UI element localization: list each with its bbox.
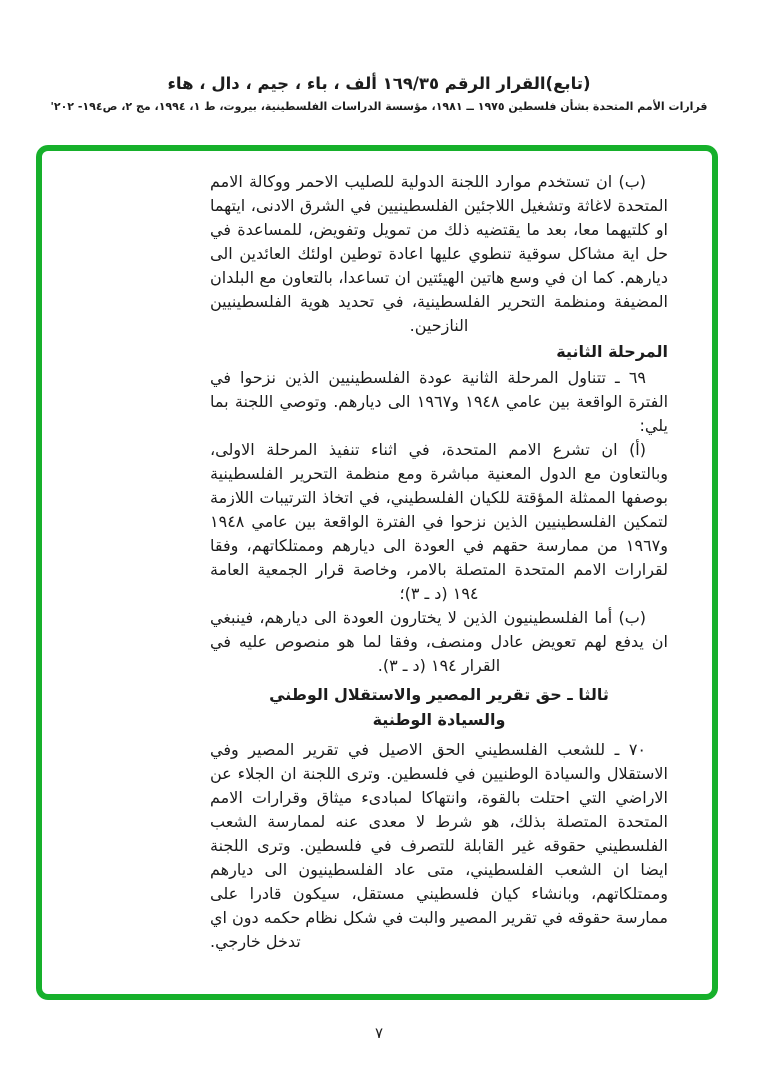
paragraph-item-b-phase2: (ب) أما الفلسطينيون الذين لا يختارون العودة الى ديارهم، فينبغي ان يدفع لهم تعويض عادل ومنصف، وفقا لما هو منصوص عليه في القرار ١٩٤ (د ـ ٣). [210, 608, 668, 675]
paragraph-69: ٦٩ ـ تتناول المرحلة الثانية عودة الفلسطينيين الذين نزحوا في الفترة الواقعة بين عامي ١٩٤٨ و١٩٦٧ الى ديارهم. وتوصي اللجنة بما يلي: [210, 368, 669, 435]
resolution-text-block [210, 170, 668, 954]
paragraph-item-a: (أ) ان تشرع الامم المتحدة، في اثناء تنفيذ المرحلة الاولى، وبالتعاون مع الدول المعنية مباشرة ومع منظمة التحرير الفلسطينية بوصفها الممثلة المؤقتة للكيان الفلسطيني، في اتخاذ الترتيبات اللازمة لتمكين الفلسطينيين الذين نزحوا في الفترة الواقعة بين عامي ١٩٤٨ و١٩٦٧ من ممارسة حقهم في العودة الى ديارهم وممتلكاتهم، وفقا لقرارات الامم المتحدة المتصلة بالامر، وخاصة قرار الجمعية العامة ١٩٤ (د ـ ٣)؛ [210, 440, 668, 603]
page-number: ٧ [374, 1024, 384, 1042]
resolution-title: (تابع)القرار الرقم ١٦٩/٣٥ ألف ، باء ، جيم ، دال ، هاء [167, 74, 591, 93]
paragraph-70: ٧٠ ـ للشعب الفلسطيني الحق الاصيل في تقرير المصير وفي الاستقلال والسيادة الوطنيين في فلسطين. وترى اللجنة ان الجلاء عن الاراضي التي احتلت بالقوة، وانتهاكا لمبادىء ميثاق وقرارات الامم المتحدة المتصلة بذلك، هو شرط لا معدى عنه لممارسة الشعب الفلسطيني حقوقه غير القابلة للتصرف في فلسطين. وترى اللجنة ايضا ان الشعب الفلسطيني، متى عاد الفلسطينيون الى ديارهم وممتلكاتهم، وبانشاء كيان فلسطيني مستقل، سيكون قادرا على ممارسة حقوقه في تقرير المصير والبت في شكل نظام حكمه دون اي تدخل خارجي. [210, 740, 668, 951]
source-citation-line: قرارات الأمم المتحدة بشأن فلسطين ١٩٧٥ ــ ١٩٨١، مؤسسة الدراسات الفلسطينية، بيروت، ط ١، ١٩٩٤، مج ٢، ص١٩٤- ٢٠٢' [50, 100, 708, 113]
heading-third-self-determination-line2: والسيادة الوطنية [372, 710, 506, 729]
heading-stage-two: المرحلة الثانية [556, 342, 668, 361]
heading-third-self-determination-line1: ثالثا ـ حق تقرير المصير والاستقلال الوطني [269, 685, 609, 704]
page-header [0, 74, 758, 113]
paragraph-item-b-phase1: (ب) ان تستخدم موارد اللجنة الدولية للصليب الاحمر ووكالة الامم المتحدة لاغاثة وتشغيل اللاجئين الفلسطينيين في الشرق الادنى، ايتهما او كلتيهما معا، بعد ما يقتضيه ذلك من تمويل وتفويض، للمساعدة في حل اية مشاكل سوقية تنطوي عليها اعادة توطين اولئك العائدين الى ديارهم. كما ان في وسع هاتين الهيئتين ان تساعدا، بالتعاون مع البلدان المضيفة ومنظمة التحرير الفلسطينية، في تحديد هوية الفلسطينيين النازحين. [210, 172, 668, 335]
